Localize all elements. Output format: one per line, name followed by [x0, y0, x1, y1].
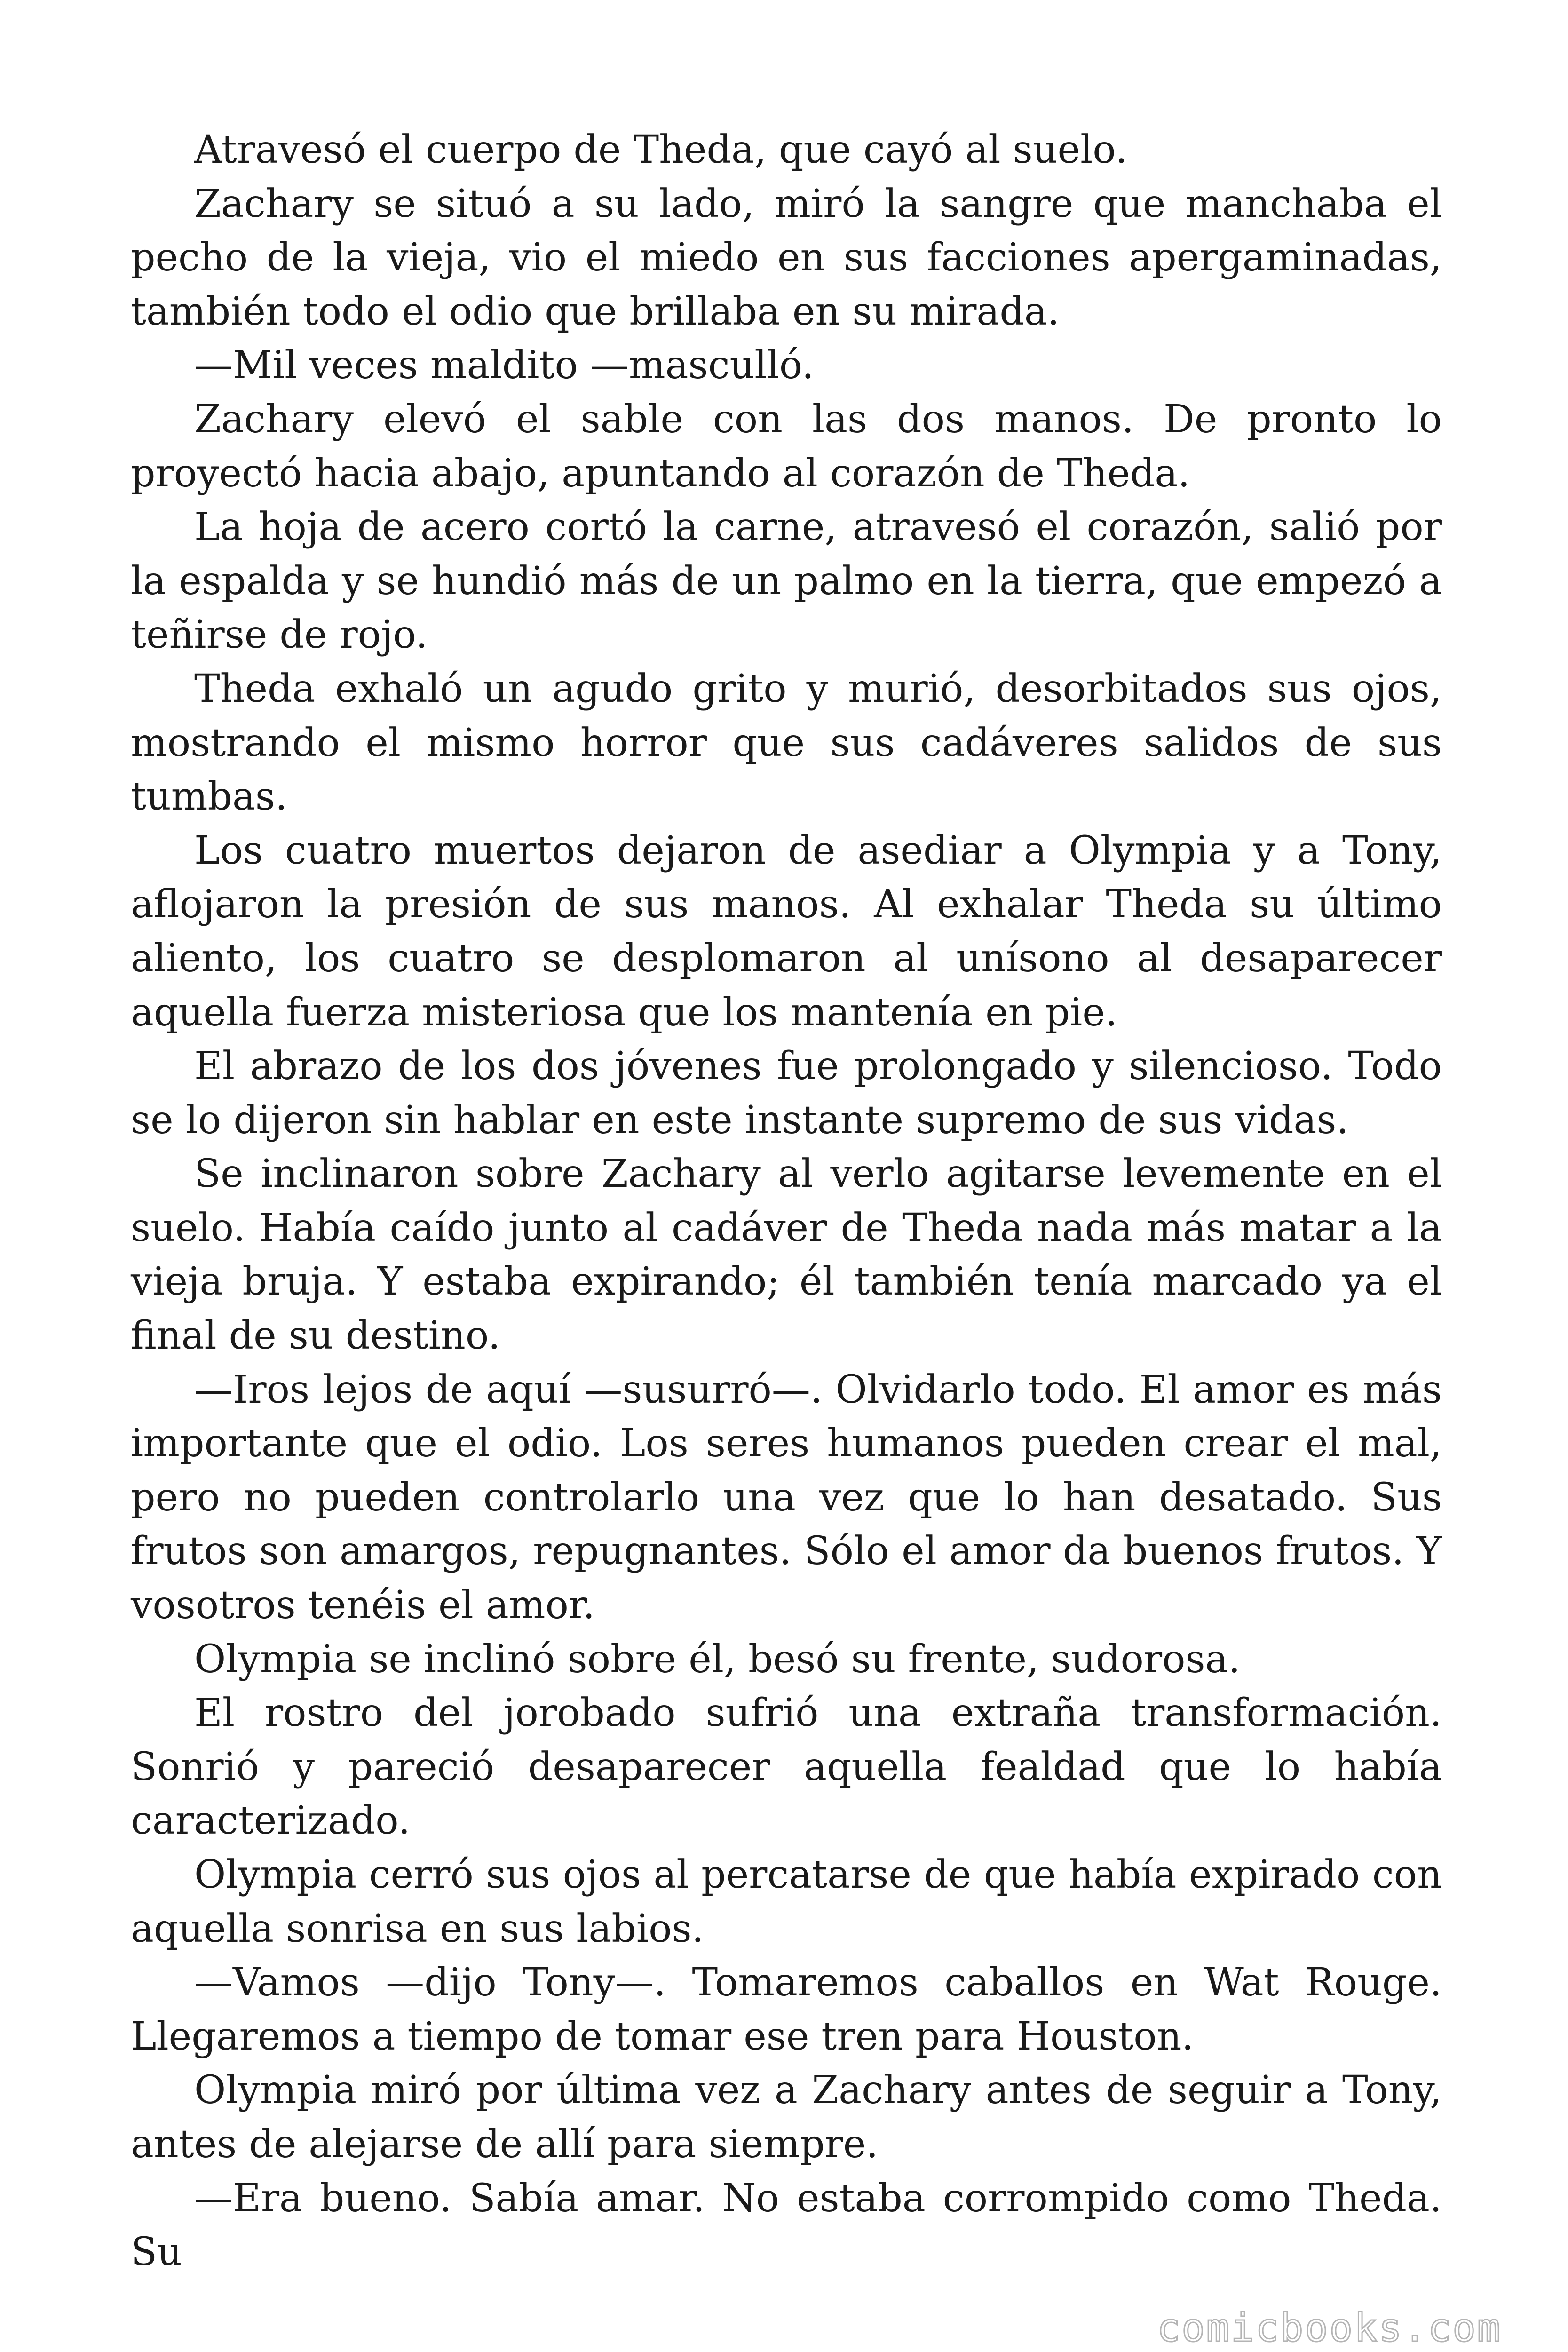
paragraph-1: Atravesó el cuerpo de Theda, que cayó al suelo.	[194, 127, 1128, 172]
paragraph-5: La hoja de acero cortó la carne, atravesó el corazón, salió por la espalda y se hundió más de un palmo en la tierra, que empezó a teñirse de rojo.	[131, 505, 1442, 658]
paragraph-11: Olympia se inclinó sobre él, besó su frente, sudorosa.	[194, 1637, 1241, 1682]
paragraph-13: Olympia cerró sus ojos al percatarse de que había expirado con aquella sonrisa en sus labios.	[131, 1852, 1442, 1951]
paragraph-15: Olympia miró por última vez a Zachary antes de seguir a Tony, antes de alejarse de allí para siempre.	[131, 2068, 1442, 2167]
paragraph-14: —Vamos —dijo Tony—. Tomaremos caballos en Wat Rouge. Llegaremos a tiempo de tomar ese tren para Houston.	[131, 1960, 1442, 2059]
paragraph-4: Zachary elevó el sable con las dos manos. De pronto lo proyectó hacia abajo, apuntando al corazón de Theda.	[131, 397, 1442, 496]
paragraph-3: —Mil veces maldito —masculló.	[194, 343, 814, 388]
paragraph-16: —Era bueno. Sabía amar. No estaba corrompido como Theda. Su	[131, 2176, 1442, 2275]
paragraph-6: Theda exhaló un agudo grito y murió, desorbitados sus ojos, mostrando el mismo horror que sus cadáveres salidos de sus tumbas.	[131, 666, 1442, 819]
paragraph-7: Los cuatro muertos dejaron de asediar a Olympia y a Tony, aflojaron la presión de sus manos. Al exhalar Theda su último aliento, los cuatro se desplomaron al unísono al desaparecer aquella fuerza misteriosa que los mantenía en pie.	[131, 828, 1442, 1035]
paragraph-10: —Iros lejos de aquí —susurró—. Olvidarlo todo. El amor es más importante que el odio. Los seres humanos pueden crear el mal, pero no pueden controlarlo una vez que lo han desatado. Sus frutos son amargos, repugnantes. Sólo el amor da buenos frutos. Y vosotros tenéis el amor.	[131, 1367, 1442, 1628]
paragraph-9: Se inclinaron sobre Zachary al verlo agitarse levemente en el suelo. Había caído junto al cadáver de Theda nada más matar a la vieja bruja. Y estaba expirando; él también tenía marcado ya el final de su destino.	[131, 1152, 1442, 1359]
paragraph-8: El abrazo de los dos jóvenes fue prolongado y silencioso. Todo se lo dijeron sin hablar en este instante supremo de sus vidas.	[131, 1044, 1442, 1143]
paragraph-2: Zachary se situó a su lado, miró la sangre que manchaba el pecho de la vieja, vio el miedo en sus facciones apergaminadas, también todo el odio que brillaba en su mirada.	[131, 181, 1442, 334]
book-page-text	[131, 123, 1442, 2280]
watermark: comicbooks.com	[1157, 2306, 1502, 2351]
paragraph-12: El rostro del jorobado sufrió una extraña transformación. Sonrió y pareció desaparecer aquella fealdad que lo había caracterizado.	[131, 1691, 1442, 1843]
